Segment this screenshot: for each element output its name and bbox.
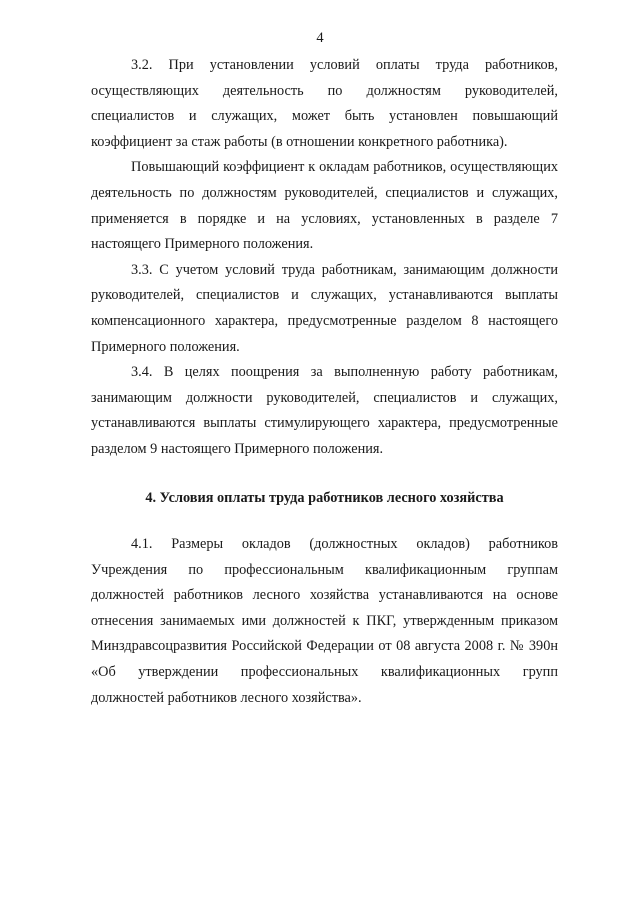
document-body xyxy=(91,53,558,711)
paragraph-3-3: 3.3. С учетом условий труда работникам, занимающим должности руководителей, специалистов и служащих, устанавливаются выплаты компенсационного характера, предусмотренные разделом 8 настоящего Примерного положения. xyxy=(91,261,558,355)
paragraph-3-4: 3.4. В целях поощрения за выполненную работу работникам, занимающим должности руководителей, специалистов и служащих, устанавливаются выплаты стимулирующего характера, предусмотренные разделом 9 настоящего Примерного положения. xyxy=(91,364,558,457)
section-heading: 4. Условия оплаты труда работников лесного хозяйства xyxy=(145,489,504,506)
page-number: 4 xyxy=(316,30,324,46)
paragraph-4-1: 4.1. Размеры окладов (должностных окладов) работников Учреждения по профессиональным квалификационным группам должностей работников лесного хозяйства устанавливаются на основе отнесения занимаемых ими должностей к ПКГ, утвержденным приказом Минздравсоцразвития Российской Федерации от 08 августа 2008 г. № 390н «Об утверждении профессиональных квалификационных групп должностей работников лесного хозяйства». xyxy=(91,536,558,706)
paragraph-3-2: 3.2. При установлении условий оплаты труда работников, осуществляющих деятельность по должностям руководителей, специалистов и служащих, может быть установлен повышающий коэффициент за стаж работы (в отношении конкретного работника). xyxy=(91,57,558,150)
paragraph-3-2-coefficient: Повышающий коэффициент к окладам работников, осуществляющих деятельность по должностям руководителей, специалистов и служащих, применяется в порядке и на условиях, установленных в разделе 7 настоящего Примерного положения. xyxy=(91,159,558,253)
